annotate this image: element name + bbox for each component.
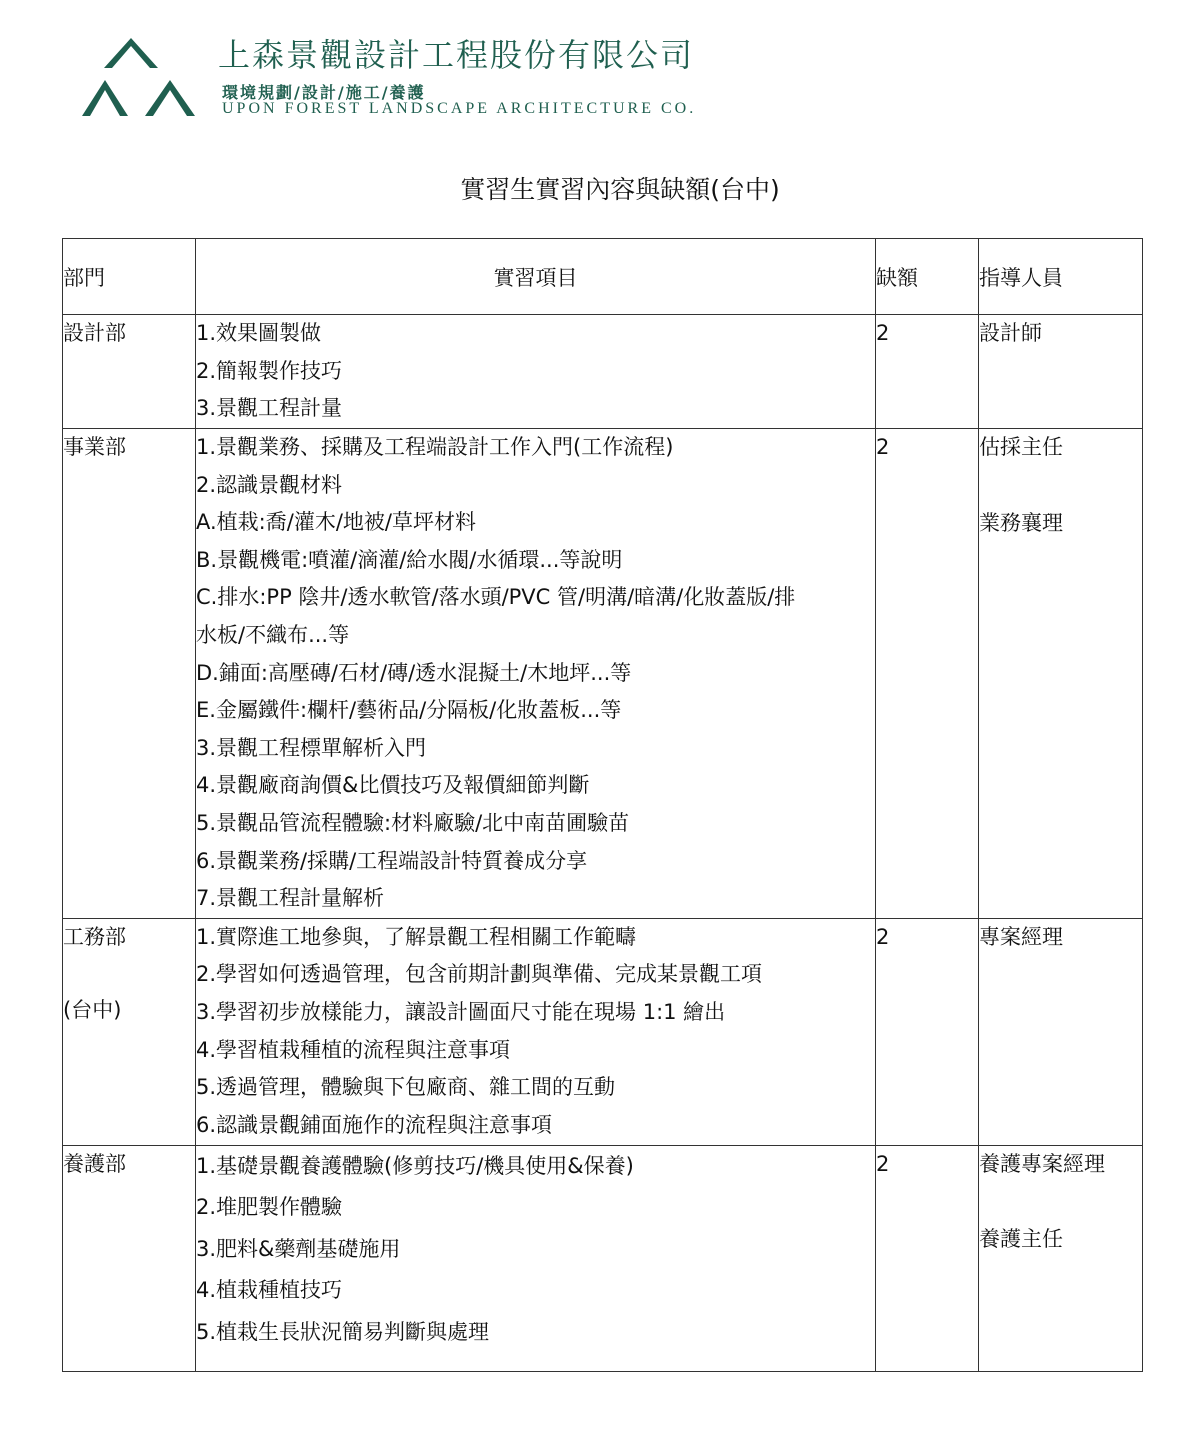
- mentor-name: 設計師: [979, 321, 1042, 345]
- dept-cell: [63, 918, 196, 1145]
- list-item: 1.基礎景觀養護體驗(修剪技巧/機具使用&保養): [196, 1153, 634, 1178]
- list-item: E.金屬鐵件:欄杆/藝術品/分隔板/化妝蓋板...等: [196, 698, 622, 723]
- list-item: 2.簡報製作技巧: [196, 358, 343, 383]
- mentor-name: 業務襄理: [979, 510, 1063, 535]
- mentor-cell: [979, 315, 1143, 429]
- mentor-name: 養護專案經理: [979, 1151, 1105, 1176]
- header-quota: 缺額: [876, 239, 979, 315]
- list-item: 4.景觀廠商詢價&比價技巧及報價細節判斷: [196, 773, 590, 798]
- dept-cell: [63, 315, 196, 429]
- list-item: 5.植栽生長狀況簡易判斷與處理: [196, 1319, 490, 1344]
- list-item: 3.景觀工程計量: [196, 396, 343, 421]
- items-cell: [196, 429, 876, 919]
- list-item: 水板/不織布...等: [196, 622, 350, 647]
- list-item: 3.學習初步放樣能力，讓設計圖面尺寸能在現場 1:1 繪出: [196, 999, 726, 1024]
- list-item: 5.景觀品管流程體驗:材料廠驗/北中南苗圃驗苗: [196, 810, 630, 835]
- internship-table: [62, 238, 1143, 1372]
- quota-cell: [876, 315, 979, 429]
- mentor-name: 專案經理: [979, 924, 1063, 949]
- company-name-cn: 上森景觀設計工程股份有限公司: [218, 36, 695, 74]
- items-cell: [196, 918, 876, 1145]
- dept-cell: [63, 1145, 196, 1371]
- table-row: [63, 315, 1143, 429]
- list-item: 1.實際進工地參與，了解景觀工程相關工作範疇: [196, 924, 637, 949]
- quota-value: 2: [876, 321, 890, 345]
- list-item: 7.景觀工程計量解析: [196, 886, 385, 911]
- header-items: 實習項目: [196, 239, 876, 315]
- list-item: 6.景觀業務/採購/工程端設計特質養成分享: [196, 848, 588, 873]
- list-item: 5.透過管理，體驗與下包廠商、雜工間的互動: [196, 1075, 616, 1100]
- dept-location: (台中): [63, 998, 122, 1023]
- list-item: 1.景觀業務、採購及工程端設計工作入門(工作流程): [196, 435, 674, 459]
- list-item: D.鋪面:高壓磚/石材/磚/透水混擬土/木地坪...等: [196, 660, 632, 685]
- list-item: 4.植栽種植技巧: [196, 1278, 343, 1303]
- quota-cell: [876, 918, 979, 1145]
- quota-value: 2: [876, 924, 890, 949]
- list-item: 2.學習如何透過管理，包含前期計劃與準備、完成某景觀工項: [196, 962, 763, 987]
- list-item: 4.學習植栽種植的流程與注意事項: [196, 1037, 511, 1062]
- quota-value: 2: [876, 1151, 890, 1176]
- mentor-name: 估採主任: [979, 435, 1063, 459]
- dept-name: 工務部: [63, 924, 126, 949]
- mentor-name: 養護主任: [979, 1227, 1063, 1252]
- list-item: 3.景觀工程標單解析入門: [196, 735, 427, 760]
- list-item: C.排水:PP 陰井/透水軟管/落水頭/PVC 管/明溝/暗溝/化妝蓋版/排: [196, 585, 796, 610]
- dept-name: 養護部: [63, 1151, 126, 1176]
- quota-value: 2: [876, 435, 890, 459]
- mountain-triangles-logo-icon: [78, 38, 198, 118]
- list-item: 1.效果圖製做: [196, 321, 322, 345]
- company-services: 環境規劃/設計/施工/養護: [222, 83, 426, 102]
- header-mentor: 指導人員: [979, 239, 1143, 315]
- header-dept: 部門: [63, 239, 196, 315]
- dept-name: 設計部: [63, 321, 126, 345]
- list-item: A.植栽:喬/灌木/地被/草坪材料: [196, 510, 476, 535]
- table-header-row: [63, 239, 1143, 315]
- table-row: [63, 918, 1143, 1145]
- table-row: [63, 1145, 1143, 1371]
- items-cell: [196, 1145, 876, 1371]
- list-item: 2.堆肥製作體驗: [196, 1195, 343, 1220]
- mentor-cell: [979, 1145, 1143, 1371]
- items-cell: [196, 315, 876, 429]
- company-name-en: UPON FOREST LANDSCAPE ARCHITECTURE CO.: [222, 100, 697, 117]
- list-item: 3.肥料&藥劑基礎施用: [196, 1236, 401, 1261]
- document-title: 實習生實習內容與缺額(台中): [460, 175, 780, 204]
- quota-cell: [876, 429, 979, 919]
- dept-cell: [63, 429, 196, 919]
- list-item: 2.認識景觀材料: [196, 472, 343, 497]
- mentor-cell: [979, 429, 1143, 919]
- dept-name: 事業部: [63, 435, 126, 459]
- table-row: [63, 429, 1143, 919]
- quota-cell: [876, 1145, 979, 1371]
- list-item: B.景觀機電:噴灌/滴灌/給水閥/水循環...等說明: [196, 547, 623, 572]
- mentor-cell: [979, 918, 1143, 1145]
- list-item: 6.認識景觀鋪面施作的流程與注意事項: [196, 1112, 553, 1137]
